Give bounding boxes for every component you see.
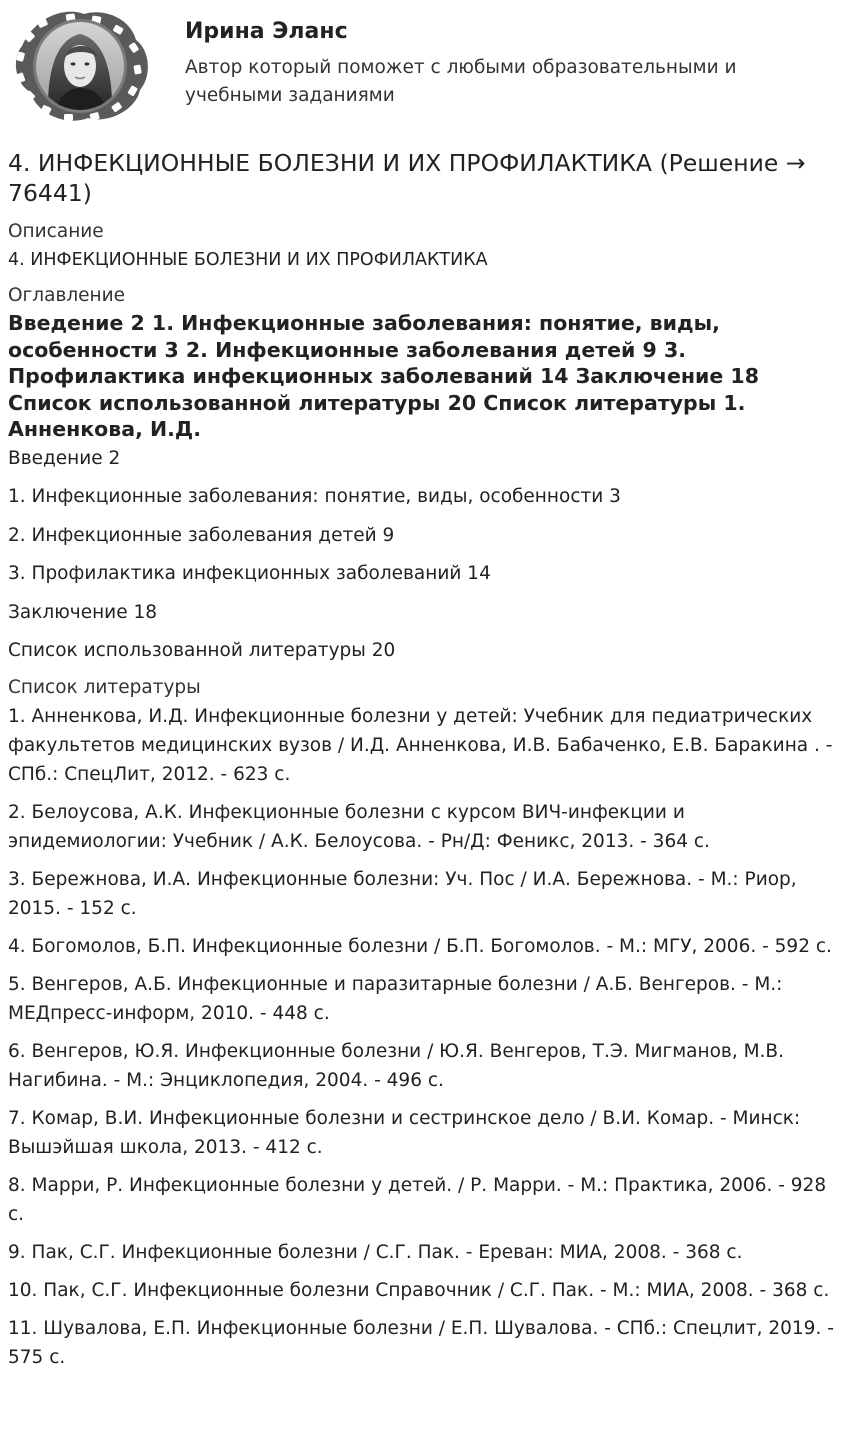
reference-item: 11. Шувалова, Е.П. Инфекционные болезни / Е.П. Шувалова. - СПб.: Спецлит, 2019. - 575 с. [8,1317,834,1368]
references-label: Список литературы [8,676,201,698]
toc-item: 1. Инфекционные заболевания: понятие, виды, особенности 3 [8,486,621,507]
references-list [8,702,838,1372]
author-description: Автор который поможет с любыми образовательными и учебными заданиями [185,57,737,106]
author-avatar [8,6,152,128]
reference-item: 6. Венгеров, Ю.Я. Инфекционные болезни / Ю.Я. Венгеров, Т.Э. Мигманов, М.В. Нагибина. - М.: Энциклопедия, 2004. - 496 с. [8,1040,784,1091]
reference-item: 3. Бережнова, И.А. Инфекционные болезни: Уч. Пос / И.А. Бережнова. - М.: Риор, 2015. - 152 с. [8,868,797,919]
toc-item: Список использованной литературы 20 [8,640,396,661]
reference-item: 8. Марри, Р. Инфекционные болезни у детей. / Р. Марри. - М.: Практика, 2006. - 928 с. [8,1174,827,1225]
toc-item: Введение 2 [8,447,121,469]
toc-summary: Введение 2 1. Инфекционные заболевания: понятие, виды, особенности 3 2. Инфекционные заболевания детей 9 3. Профилактика инфекционных заболеваний 14 Заключение 18 Список использованной литературы 20 Список литературы 1. Анненкова, И.Д. [8,311,759,441]
main-content [8,148,838,1381]
reference-item: 7. Комар, В.И. Инфекционные болезни и сестринское дело / В.И. Комар. - Минск: Вышэйшая школа, 2013. - 412 с. [8,1107,801,1158]
author-card [8,6,838,130]
toc-item: 3. Профилактика инфекционных заболеваний 14 [8,563,491,584]
toc-item: 2. Инфекционные заболевания детей 9 [8,524,395,546]
reference-item: 1. Анненкова, И.Д. Инфекционные болезни у детей: Учебник для педиатрических факультетов медицинских вузов / И.Д. Анненкова, И.В. Бабаченко, Е.В. Баракина . - СПб.: СпецЛит, 2012. - 623 с. [8,705,833,785]
reference-item: 10. Пак, С.Г. Инфекционные болезни Справочник / С.Г. Пак. - М.: МИА, 2008. - 368 с. [8,1279,830,1301]
description-label: Описание [8,221,104,242]
reference-item: 9. Пак, С.Г. Инфекционные болезни / С.Г. Пак. - Ереван: МИА, 2008. - 368 с. [8,1241,743,1263]
page-title: 4. ИНФЕКЦИОННЫЕ БОЛЕЗНИ И ИХ ПРОФИЛАКТИКА (Решение → 76441) [8,149,806,207]
toc-list [8,445,838,666]
reference-item: 4. Богомолов, Б.П. Инфекционные болезни / Б.П. Богомолов. - М.: МГУ, 2006. - 592 с. [8,935,832,957]
reference-item: 5. Венгеров, А.Б. Инфекционные и паразитарные болезни / А.Б. Венгеров. - М.: МЕДпресс-информ, 2010. - 448 с. [8,973,783,1024]
reference-item: 2. Белоусова, А.К. Инфекционные болезни с курсом ВИЧ-инфекции и эпидемиологии: Учебник / А.К. Белоусова. - Рн/Д: Феникс, 2013. - 364 с. [8,801,710,852]
author-name: Ирина Эланс [185,19,348,44]
toc-item: Заключение 18 [8,601,158,623]
toc-label: Оглавление [8,285,126,306]
description-text: 4. ИНФЕКЦИОННЫЕ БОЛЕЗНИ И ИХ ПРОФИЛАКТИКА [8,250,488,270]
